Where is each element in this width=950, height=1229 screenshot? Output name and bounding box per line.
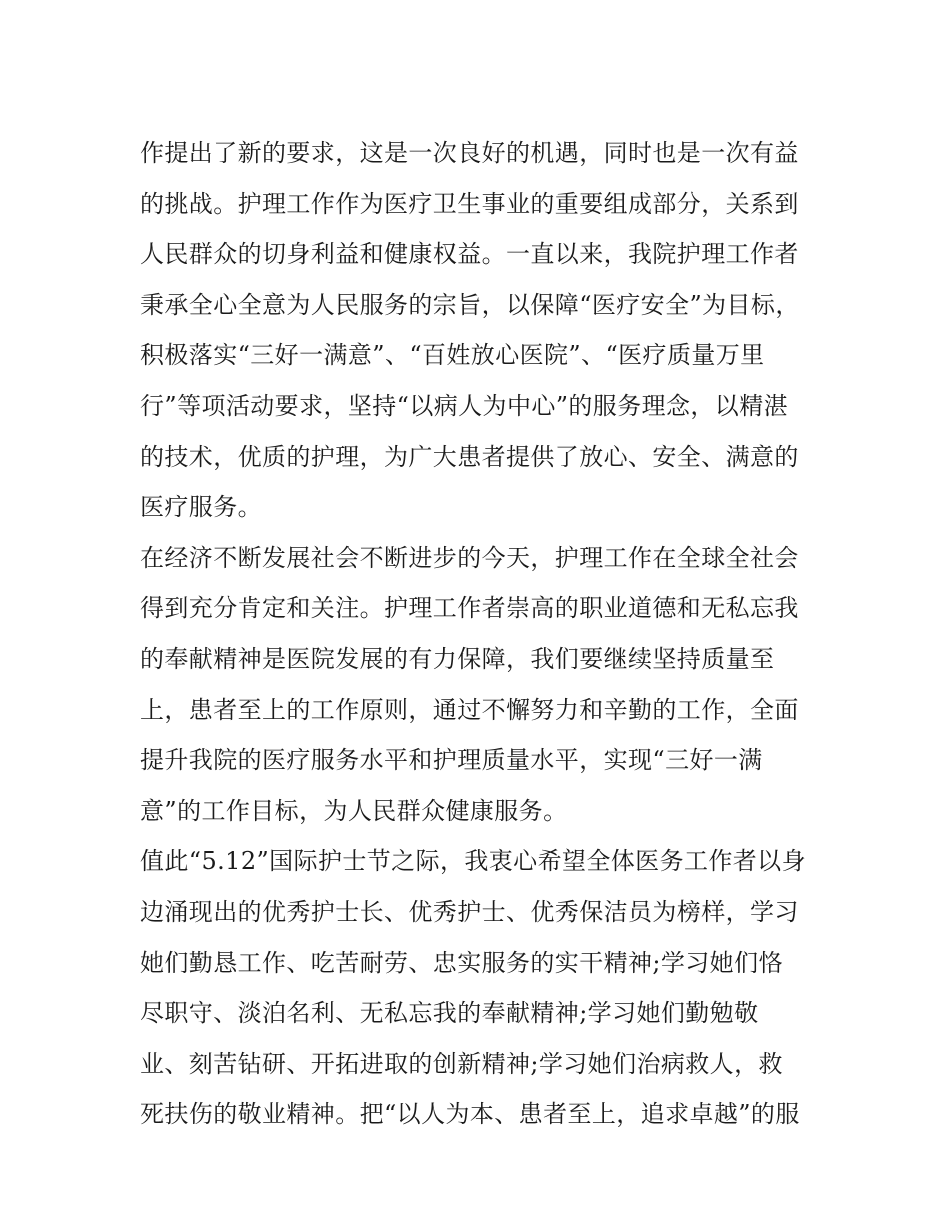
text-line: 的技术，优质的护理，为广大患者提供了放心、安全、满意的 (140, 442, 799, 471)
text-line: 边涌现出的优秀护士长、优秀护士、优秀保洁员为榜样，学习 (140, 897, 799, 926)
paragraph-3 (140, 836, 820, 1140)
text-line: 人民群众的切身利益和健康权益。一直以来，我院护理工作者 (140, 240, 799, 269)
paragraph-1 (140, 128, 820, 533)
text-line: 行”等项活动要求，坚持“以病人为中心”的服务理念，以精湛 (140, 391, 789, 420)
text-line: 尽职守、淡泊名利、无私忘我的奉献精神;学习她们勤勉敬 (140, 999, 759, 1028)
text-line: 她们勤恳工作、吃苦耐劳、忠实服务的实干精神;学习她们恪 (140, 948, 783, 977)
text-line: 上，患者至上的工作原则，通过不懈努力和辛勤的工作，全面 (140, 695, 799, 724)
text-line: 积极落实“三好一满意”、“百姓放心医院”、“医疗质量万里 (140, 341, 765, 370)
text-line: 在经济不断发展社会不断进步的今天，护理工作在全球全社会 (140, 543, 799, 572)
text-line: 医疗服务。 (140, 493, 262, 522)
text-line: 意”的工作目标，为人民群众健康服务。 (140, 796, 568, 825)
text-line: 的奉献精神是医院发展的有力保障，我们要继续坚持质量至 (140, 644, 775, 673)
text-line: 业、刻苦钻研、开拓进取的创新精神;学习她们治病救人，救 (140, 1049, 783, 1078)
paragraph-2 (140, 533, 820, 837)
text-line: 死扶伤的敬业精神。把“以人为本、患者至上，追求卓越”的服 (140, 1100, 800, 1129)
text-line: 作提出了新的要求，这是一次良好的机遇，同时也是一次有益 (140, 139, 799, 167)
text-line: 秉承全心全意为人民服务的宗旨，以保障“医疗安全”为目标， (140, 290, 800, 319)
document-body (140, 128, 820, 1140)
text-line: 提升我院的医疗服务水平和护理质量水平，实现“三好一满 (140, 746, 763, 775)
text-line: 值此“5.12”国际护士节之际，我衷心希望全体医务工作者以身 (140, 847, 806, 876)
text-line: 得到充分肯定和关注。护理工作者崇高的职业道德和无私忘我 (140, 594, 799, 623)
text-line: 的挑战。护理工作作为医疗卫生事业的重要组成部分，关系到 (140, 189, 799, 218)
